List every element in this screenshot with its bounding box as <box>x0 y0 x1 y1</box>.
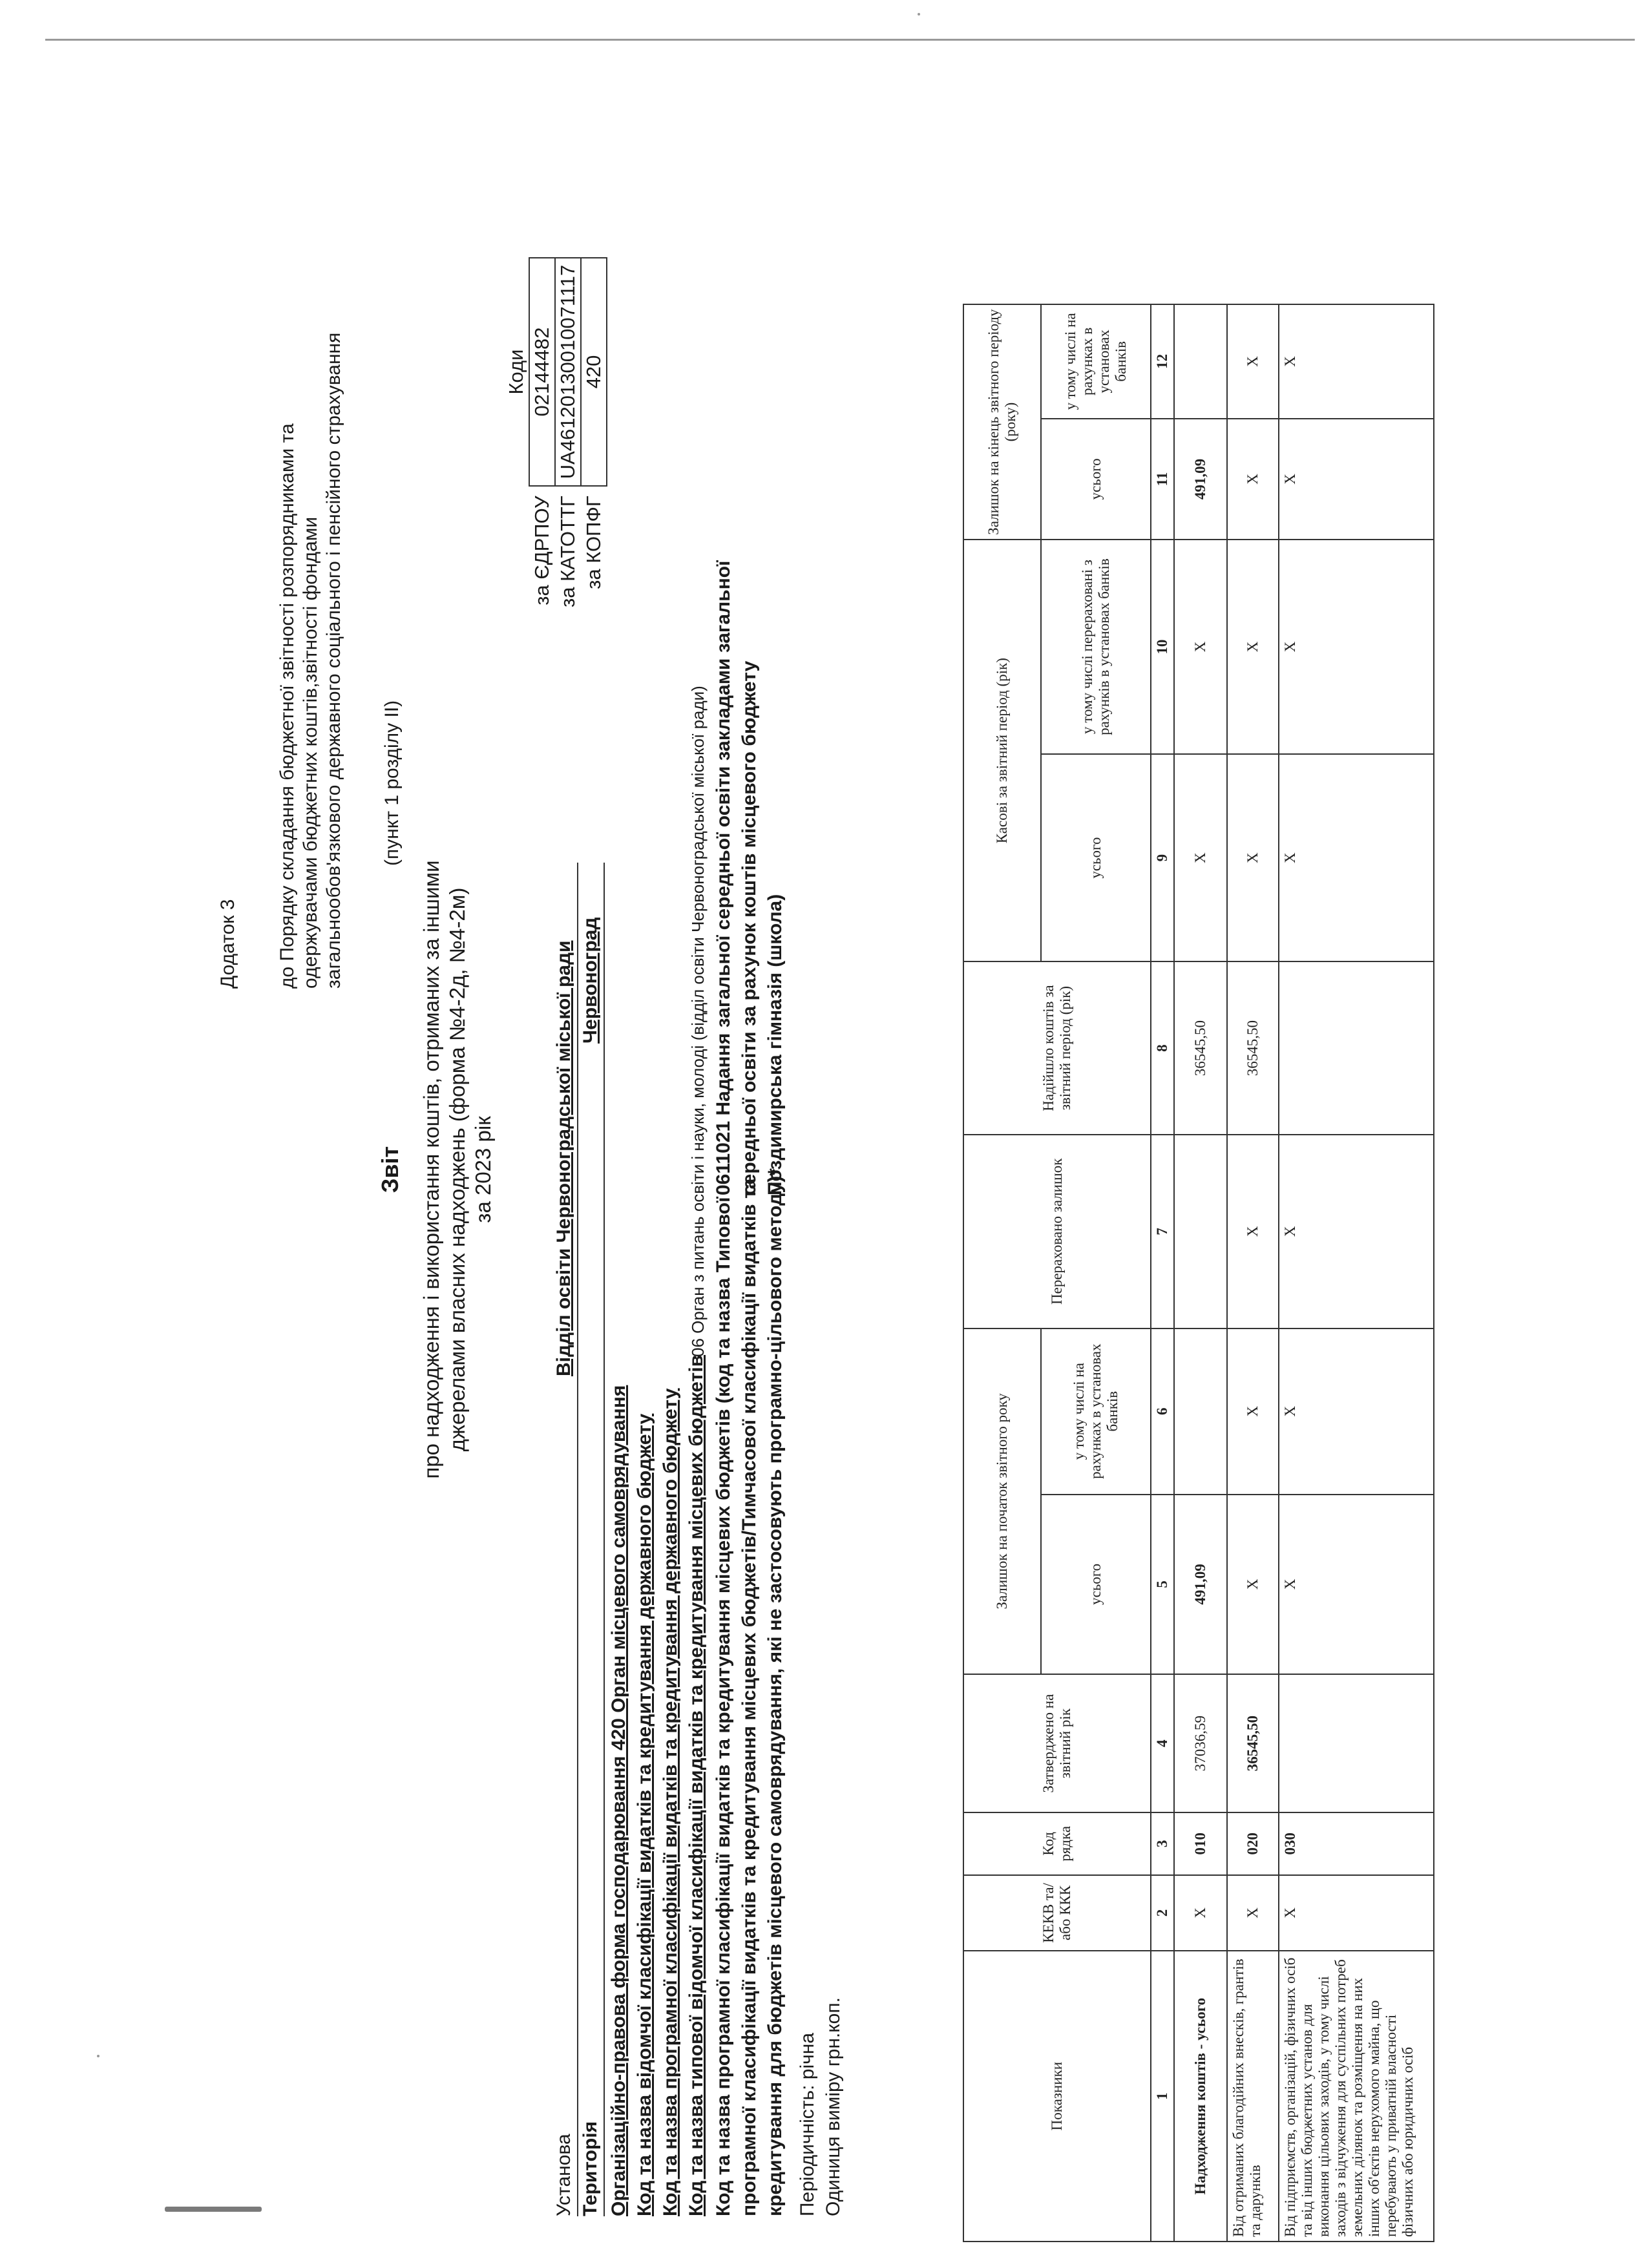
row-end-banks <box>1174 304 1227 419</box>
local-classification-value: Поздимирська гімназія (школа) <box>764 894 786 1195</box>
column-number: 1 <box>1151 1951 1174 2242</box>
local-classification-value: 0611021 Надання загальної середньої освіти закладами загальної <box>713 560 734 1195</box>
row-start-banks: X <box>1227 1328 1279 1495</box>
row-received: 36545,50 <box>1174 961 1227 1135</box>
code-label-kopfg: за КОПФГ <box>582 496 605 589</box>
typical-classification-value: 06 Орган з питань освіти і науки, молоді (відділ освіти Червоноградської міської ради) <box>688 686 708 1357</box>
program-classification: Код та назва програмної класифікації видатків та кредитування державного бюджету <box>660 1388 681 2216</box>
row-start-total: X <box>1279 1495 1434 1674</box>
row-approved: 36545,50 <box>1227 1674 1279 1812</box>
row-cash-total: X <box>1174 754 1227 961</box>
row-transferred <box>1174 1135 1227 1328</box>
row-name: Надходження коштів - усього <box>1174 1951 1227 2242</box>
column-number: 2 <box>1151 1875 1174 1951</box>
row-approved <box>1279 1674 1434 1812</box>
header-indicators: Показники <box>963 1951 1151 2242</box>
report-table <box>963 304 1434 2242</box>
appendix-title: Додаток 3 <box>217 899 238 989</box>
institution-underline <box>577 863 578 2216</box>
header-start-balance: Залишок на початок звітного року <box>963 1328 1041 1674</box>
row-code: 010 <box>1174 1812 1227 1874</box>
column-number: 12 <box>1151 304 1174 419</box>
row-start-total: X <box>1227 1495 1279 1674</box>
row-kekv: X <box>1174 1875 1227 1951</box>
column-number: 7 <box>1151 1135 1174 1328</box>
institution-label: Установа <box>553 2134 574 2216</box>
code-label-katottg: за КАТОТТГ <box>556 496 579 607</box>
code-value-edrpou: 02144482 <box>529 258 555 487</box>
header-end-balance: Залишок на кінець звітного періоду (року) <box>963 304 1041 540</box>
row-code: 020 <box>1227 1812 1279 1874</box>
row-cash-banks: X <box>1279 540 1434 754</box>
row-kekv: X <box>1227 1875 1279 1951</box>
dept-classification: Код та назва відомчої класифікації видатків та кредитування державного бюджету <box>634 1413 655 2216</box>
codes-table <box>504 257 607 614</box>
row-received <box>1279 961 1434 1135</box>
row-transferred: X <box>1279 1135 1434 1328</box>
unit-of-measure: Одиниця виміру грн.коп. <box>823 1997 844 2216</box>
column-number: 9 <box>1151 754 1174 961</box>
row-code: 030 <box>1279 1812 1434 1874</box>
header-cash: Касові за звітний період (рік) <box>963 540 1041 961</box>
row-cash-total: X <box>1279 754 1434 961</box>
org-form: Організаційно-правова форма господарювання 420 Орган місцевого самоврядування <box>608 1385 629 2216</box>
column-number: 10 <box>1151 540 1174 754</box>
local-classification-value: середньої освіти за рахунок коштів місцевого бюджету <box>739 660 760 1195</box>
territory-underline <box>604 863 605 2216</box>
row-end-total: X <box>1279 419 1434 540</box>
appendix-line: одержувачами бюджетних коштів,звітності фондами <box>300 516 321 989</box>
header-start-banks: у тому числі на рахунках в установах банків <box>1041 1328 1151 1495</box>
periodicity: Періодичність: річна <box>797 2032 818 2216</box>
header-transferred: Перераховано залишок <box>963 1135 1151 1328</box>
row-kekv: X <box>1279 1875 1434 1951</box>
code-value-kopfg: 420 <box>581 258 607 487</box>
header-kekv: КЕКВ та/або ККК <box>963 1875 1151 1951</box>
row-name: Від підприємств, організацій, фізичних осіб та від інших бюджетних установ для виконання цільових заходів, у тому числі заходів з відчуження для суспільних потреб земельних ділянок та розміщення на них інших об'єктів нерухомого майна, що перебувають у приватній власності фізичних або юридичних осіб <box>1279 1951 1434 2242</box>
table-row <box>1279 304 1434 2242</box>
report-title-block <box>375 717 496 1622</box>
code-value-katottg: UA46120130010071117 <box>555 258 581 487</box>
header-row-code: Код рядка <box>963 1812 1151 1874</box>
code-label-edrpou: за ЄДРПОУ <box>530 496 553 605</box>
codes-header: Коди <box>505 349 527 395</box>
local-classification-line: програмної класифікації видатків та кредитування місцевих бюджетів/Тимчасової класифікації видатків та <box>739 1178 760 2216</box>
column-number: 8 <box>1151 961 1174 1135</box>
row-cash-banks: X <box>1227 540 1279 754</box>
header-approved: Затверджено на звітний рік <box>963 1674 1151 1812</box>
table-row <box>1174 304 1227 2242</box>
header-received: Надійшло коштів за звітний період (рік) <box>963 961 1151 1135</box>
header-end-total: усього <box>1041 419 1151 540</box>
row-name: Від отриманих благодійних внесків, грантів та дарунків <box>1227 1951 1279 2242</box>
typical-classification: Код та назва типової відомчої класифікації видатків та кредитування місцевих бюджетів <box>686 1354 707 2216</box>
row-start-total: 491,09 <box>1174 1495 1227 1674</box>
row-start-banks: X <box>1279 1328 1434 1495</box>
row-end-banks: X <box>1227 304 1279 419</box>
appendix-clause: (пункт 1 розділу II) <box>381 700 403 866</box>
appendix-line: до Порядку складання бюджетної звітності розпорядниками та <box>277 423 298 989</box>
column-number: 3 <box>1151 1812 1174 1874</box>
row-approved: 37036,59 <box>1174 1674 1227 1812</box>
header-start-total: усього <box>1041 1495 1151 1674</box>
table-row <box>1227 304 1279 2242</box>
report-subtitle: джерелами власних надходжень (форма №4-2д, №4-2м) <box>445 887 469 1452</box>
row-transferred: X <box>1227 1135 1279 1328</box>
row-cash-banks: X <box>1174 540 1227 754</box>
report-title: Звіт <box>377 1146 403 1193</box>
row-end-total: 491,09 <box>1174 419 1227 540</box>
territory-label: Територія <box>580 2121 601 2216</box>
column-number: 5 <box>1151 1495 1174 1674</box>
header-cash-banks: у тому числі перераховані з рахунків в установах банків <box>1041 540 1151 754</box>
row-received: 36545,50 <box>1227 961 1279 1135</box>
column-number: 6 <box>1151 1328 1174 1495</box>
institution-value: Відділ освіти Червоноградської міської ради <box>553 940 574 1376</box>
row-end-total: X <box>1227 419 1279 540</box>
row-cash-total: X <box>1227 754 1279 961</box>
header-end-banks: у тому числі на рахунках в установах банків <box>1041 304 1151 419</box>
local-classification-line: кредитування для бюджетів місцевого самоврядування, які не застосовують програмно-цільового методу)* <box>764 1168 786 2216</box>
row-start-banks <box>1174 1328 1227 1495</box>
report-subtitle: про надходження і використання коштів, отриманих за іншими <box>419 860 443 1479</box>
column-number: 11 <box>1151 419 1174 540</box>
local-classification-line: Код та назва програмної класифікації видатків та кредитування місцевих бюджетів (код та назва Типової <box>713 1197 734 2216</box>
appendix-line: загальнообов'язкового державного соціального і пенсійного страхування <box>323 332 344 989</box>
column-number: 4 <box>1151 1674 1174 1812</box>
row-end-banks: X <box>1279 304 1434 419</box>
territory-value: Червоноград <box>580 917 601 1044</box>
header-cash-total: усього <box>1041 754 1151 961</box>
column-number-row <box>1151 304 1174 2242</box>
report-period: за 2023 рік <box>471 1116 495 1223</box>
